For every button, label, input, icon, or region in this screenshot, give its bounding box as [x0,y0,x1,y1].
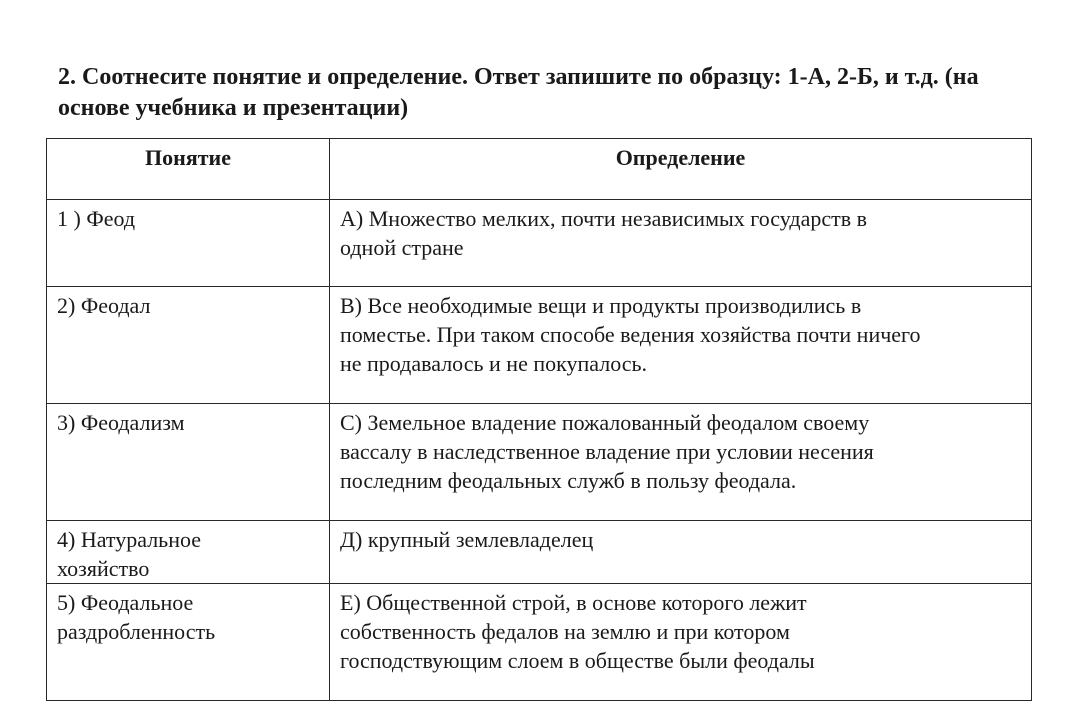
column-header-term: Понятие [47,139,330,200]
column-header-definition: Определение [330,139,1032,200]
matching-table [46,138,1032,701]
term-cell [47,287,330,404]
table-header-row [47,139,1032,200]
definition-text: Д) крупный землевладелец [340,527,594,552]
definition-text: А) Множество мелких, почти независимых государств в [340,206,868,231]
definition-cell [330,521,1032,584]
definition-text: последним феодальных служб в пользу феодала. [340,468,797,493]
task-title-line: 2. Соотнесите понятие и определение. Ответ запишите по образцу: 1-А, 2-Б, и т.д. (на [58,64,979,90]
term-cell [47,521,330,584]
definition-text: Е) Общественной строй, в основе которого лежит [340,590,807,615]
term-cell [47,200,330,287]
term-cell [47,584,330,701]
definition-text: вассалу в наследственное владение при условии несения [340,439,874,464]
definition-text: одной стране [340,235,464,260]
term-text: раздробленность [57,619,216,644]
definition-text: В) Все необходимые вещи и продукты производились в [340,293,862,318]
definition-text: господствующим слоем в обществе были феодалы [340,648,815,673]
definition-cell [330,287,1032,404]
table-row [47,200,1032,287]
task-title-line: основе учебника и презентации) [58,95,409,121]
task-title [58,62,1048,124]
term-text: 3) Феодализм [57,410,185,435]
definition-cell [330,584,1032,701]
table-row [47,287,1032,404]
definition-text: собственность федалов на землю и при котором [340,619,790,644]
definition-text: не продавалось и не покупалось. [340,351,648,376]
table-row [47,584,1032,701]
term-text: 4) Натуральное [57,527,202,552]
definition-cell [330,404,1032,521]
term-text: хозяйство [57,556,150,581]
term-text: 1 ) Феод [57,206,136,231]
table-row [47,404,1032,521]
definition-text: С) Земельное владение пожалованный феодалом своему [340,410,870,435]
term-text: 2) Феодал [57,293,151,318]
term-text: 5) Феодальное [57,590,194,615]
table-row [47,521,1032,584]
definition-cell [330,200,1032,287]
term-cell [47,404,330,521]
definition-text: поместье. При таком способе ведения хозяйства почти ничего [340,322,921,347]
